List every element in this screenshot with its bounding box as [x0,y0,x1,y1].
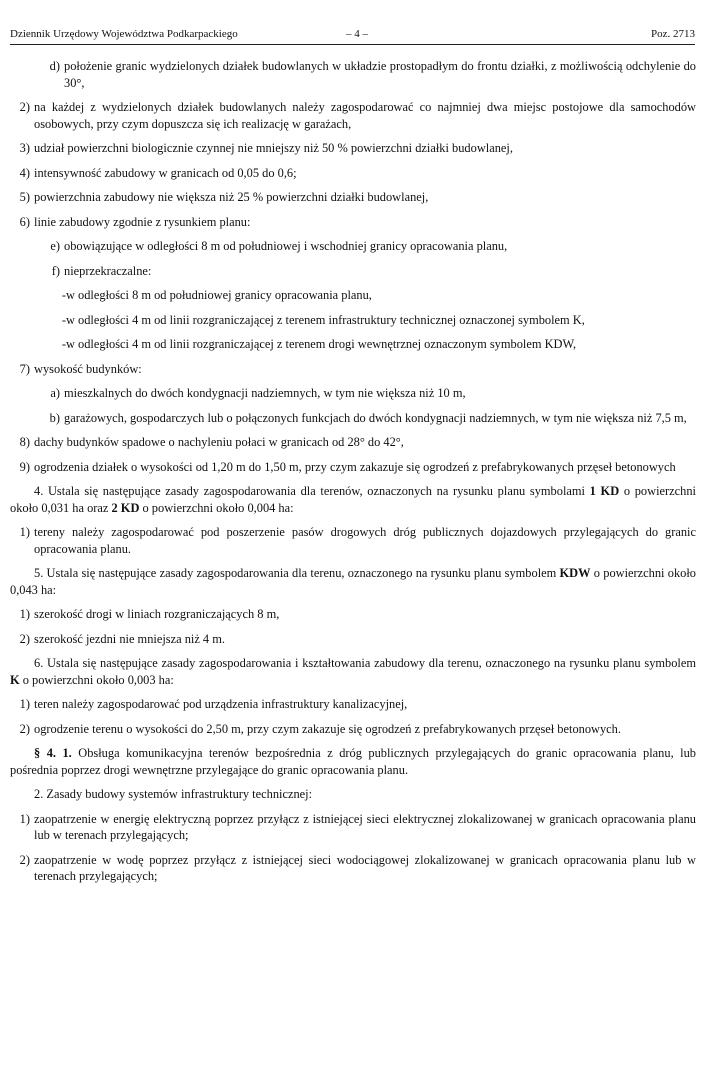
item-marker: 4) [19,165,30,180]
item-marker: 2) [19,721,30,736]
list-item [10,140,696,157]
item-marker: 1) [19,607,30,621]
list-item [10,631,696,648]
item-text: teren należy zagospodarować pod urządzenia infrastruktury kanalizacyjnej, [34,697,408,711]
list-item [10,58,696,91]
item-text: szerokość drogi w liniach rozgraniczających 8 m, [34,607,280,621]
paragraph-5 [10,565,696,598]
paragraph-4 [10,483,696,516]
symbol-kdw: KDW [559,566,591,580]
item-marker: 2) [19,100,30,114]
item-text: tereny należy zagospodarować pod poszerzenie pasów drogowych dróg publicznych dojazdowych przylegających do granic opracowania planu. [34,525,696,556]
item-text: ogrodzenie terenu o wysokości do 2,50 m, przy czym zakazuje się ogrodzeń z prefabrykowanych przęseł betonowych. [34,721,621,736]
item-marker: - [61,337,66,351]
item-text: położenie granic wydzielonych działek budowlanych w układzie prostopadłym do frontu działki, z możliwością odchylenie do 30°, [64,59,696,90]
list-item [10,385,696,402]
paragraph-text: o powierzchni około 0,003 ha: [19,672,174,687]
item-text: zaopatrzenie w wodę poprzez przyłącz z istniejącej sieci wodociągowej zlokalizowanej w granicach opracowania planu lub w terenach przylegających; [34,852,696,883]
item-text: udział powierzchni biologicznie czynnej nie mniejszy niż 50 % powierzchni działki budowlanej, [34,141,513,155]
paragraph-text: 4. Ustala się następujące zasady zagospodarowania dla terenów, oznaczonych na rysunku planu symbolami [34,484,590,498]
list-item [10,721,696,738]
item-text: mieszkalnych do dwóch kondygnacji nadziemnych, w tym nie większa niż 10 m, [64,386,466,400]
item-text: nieprzekraczalne: [64,263,152,278]
item-marker: b) [49,410,60,425]
paragraph-text: 5. Ustala się następujące zasady zagospodarowania dla terenu, oznaczonego na rysunku planu symbolem [34,566,560,580]
paragraph-6 [10,655,696,688]
item-marker: a) [50,386,60,400]
item-marker: 1) [19,811,30,826]
item-marker: 2) [19,852,30,867]
section-4-paragraph-2 [10,786,696,803]
list-item [10,263,696,280]
list-item [10,524,696,557]
paragraph-text: o powierzchni około 0,031 ha oraz [10,484,696,515]
page-number: – 4 – [346,28,368,40]
item-marker: 5) [19,190,30,204]
list-item [10,99,696,132]
item-text: garażowych, gospodarczych lub o połączonych funkcjach do dwóch kondygnacji nadziemnych, w tym nie większa niż 7,5 m, [64,410,687,425]
journal-title: Dziennik Urzędowy Województwa Podkarpackiego [10,28,238,40]
item-text: w odległości 4 m od linii rozgraniczającej z terenem infrastruktury technicznej oznaczonej symbolem K, [66,312,585,327]
item-marker: f) [51,263,60,278]
item-text: linie zabudowy zgodnie z rysunkiem planu: [34,214,251,229]
list-item [10,336,696,353]
list-item [10,811,696,844]
item-text: intensywność zabudowy w granicach od 0,05 do 0,6; [34,165,297,180]
item-text: wysokość budynków: [34,361,142,376]
item-marker: 6) [19,214,30,229]
item-text: w odległości 4 m od linii rozgraniczającej z terenem drogi wewnętrznej oznaczonym symbolem KDW, [66,337,577,351]
list-item [10,459,696,476]
item-text: szerokość jezdni nie mniejsza niż 4 m. [34,631,225,646]
document-body [10,58,696,893]
item-marker: 1) [19,697,30,711]
item-text: w odległości 8 m od południowej granicy opracowania planu, [66,288,372,302]
symbol-1kd: 1 KD [589,484,620,498]
item-marker: 1) [19,525,30,539]
list-item [10,852,696,885]
item-marker: - [61,288,66,302]
item-marker: 7) [19,361,30,376]
item-text: ogrodzenia działek o wysokości od 1,20 m do 1,50 m, przy czym zakazuje się ogrodzeń z prefabrykowanych przęseł betonowych [34,459,676,474]
paragraph-text: Obsługa komunikacyjna terenów bezpośrednia z dróg publicznych przylegających do granic opracowania planu, lub pośrednia poprzez drogi wewnętrzne przylegające do granic opracowania planu. [10,746,696,777]
paragraph-text: o powierzchni około 0,043 ha: [10,566,696,597]
item-marker: 9) [19,459,30,474]
list-item [10,312,696,329]
paragraph-text: 6. Ustala się następujące zasady zagospodarowania i kształtowania zabudowy dla terenu, oznaczonego na rysunku planu symbolem [34,656,696,670]
item-marker: d) [49,59,60,73]
list-item [10,165,696,182]
item-marker: 8) [19,435,30,449]
item-text: powierzchnia zabudowy nie większa niż 25 % powierzchni działki budowlanej, [34,190,429,204]
list-item [10,238,696,255]
item-marker: 3) [19,141,30,155]
item-marker: 2) [19,631,30,646]
list-item [10,361,696,378]
item-text: dachy budynków spadowe o nachyleniu połaci w granicach od 28° do 42°, [34,435,404,449]
list-item [10,606,696,623]
page-header [10,26,695,45]
list-item [10,410,696,427]
section-4-paragraph-1 [10,745,696,778]
item-text: na każdej z wydzielonych działek budowlanych należy zagospodarować co najmniej dwa miejsc postojowe dla samochodów osobowych, przy czym dopuszcza się ich realizację w garażach, [34,100,696,131]
item-marker: e) [50,239,60,253]
item-text: obowiązujące w odległości 8 m od południowej i wschodniej granicy opracowania planu, [64,239,508,253]
position-number: Poz. 2713 [651,28,695,40]
item-text: zaopatrzenie w energię elektryczną poprzez przyłącz z istniejącej sieci elektrycznej zlokalizowanej w granicach opracowania planu lub w terenach przylegających; [34,811,696,842]
paragraph-text: o powierzchni około 0,004 ha: [139,500,294,515]
symbol-k: K [10,672,20,687]
list-item [10,434,696,451]
paragraph-text: 2. Zasady budowy systemów infrastruktury technicznej: [34,787,313,801]
item-marker: - [61,312,66,327]
list-item [10,214,696,231]
section-number: § 4. 1. [34,746,72,760]
symbol-2kd: 2 KD [111,500,140,515]
list-item [10,287,696,304]
list-item [10,189,696,206]
list-item [10,696,696,713]
